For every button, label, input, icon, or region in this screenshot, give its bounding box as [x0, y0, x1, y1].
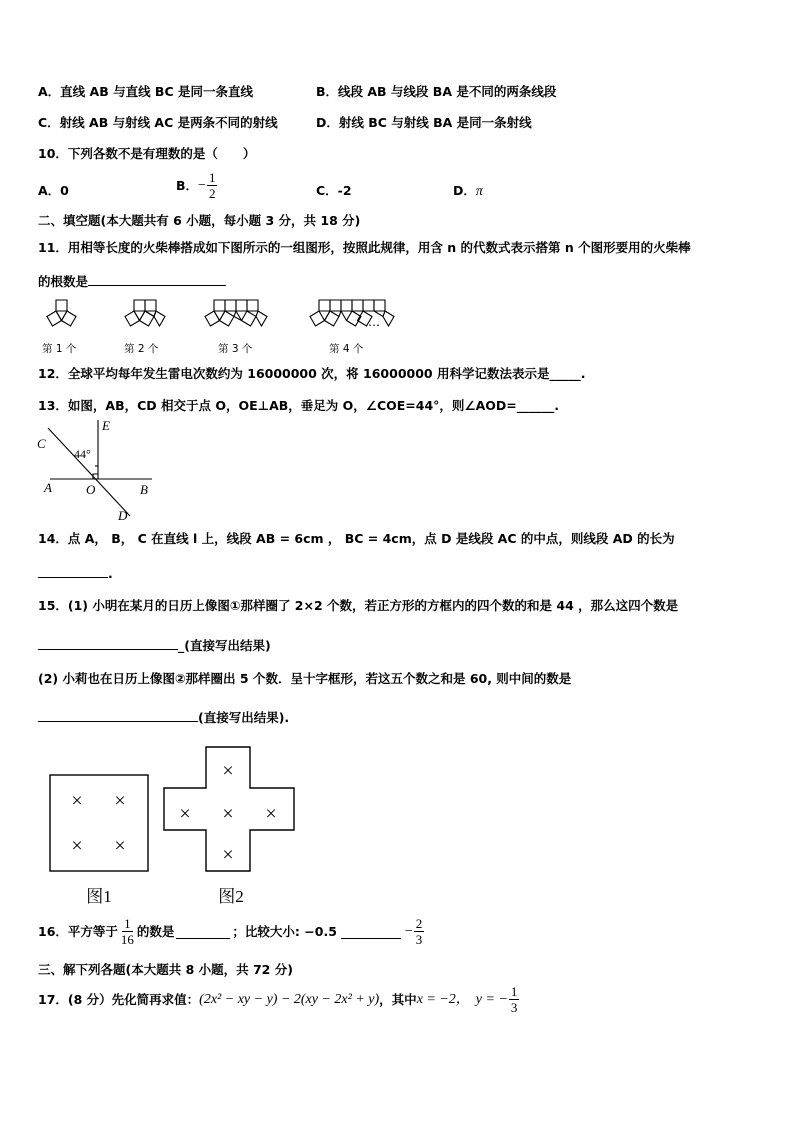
- q15-part1: 15．(1) 小明在某月的日历上像图①那样圈了 2×2 个数，若正方形的方框内的四个数的和是 44 ，那么这四个数是: [38, 598, 679, 613]
- label-o: O: [86, 482, 96, 497]
- square-frame: [50, 775, 148, 871]
- figure-3-label: 第 3 个: [218, 343, 253, 355]
- cross-mark: ×: [222, 844, 234, 866]
- q10-option-b: B． − $\frac{1}{2}$: [176, 170, 216, 201]
- cross-mark: ×: [71, 790, 83, 812]
- q13-stem: 13．如图，AB，CD 相交于点 O，OE⊥AB，垂足为 O，∠COE=44°，则∠AOD=______.: [38, 398, 560, 413]
- cross-mark: ×: [222, 760, 234, 782]
- q11-stem-2: 的根数是: [38, 272, 226, 290]
- cross-mark: ×: [71, 835, 83, 857]
- q15-part2-answer: (直接写出结果).: [38, 708, 289, 726]
- cross-mark: ×: [114, 835, 126, 857]
- label-d: D: [118, 508, 128, 523]
- figure-2: [125, 300, 165, 326]
- q9-option-a: A．直线 AB 与直线 BC 是同一条直线: [38, 84, 253, 99]
- label-a: A: [44, 480, 52, 495]
- cross-mark: ×: [179, 803, 191, 825]
- cross-mark: ×: [114, 790, 126, 812]
- q12-stem: 12．全球平均每年发生雷电次数约为 16000000 次，将 16000000 用科学记数法表示是_____.: [38, 366, 586, 381]
- fraction: $\frac{1}{16}$: [120, 916, 134, 947]
- fraction: $\frac{2}{3}$: [415, 916, 423, 947]
- figure-2-caption: 图2: [218, 887, 244, 906]
- q10-stem: 10．下列各数不是有理数的是（ ）: [38, 146, 256, 161]
- figure-1-caption: 图1: [86, 887, 112, 906]
- fraction: $\frac{1}{2}$: [208, 170, 216, 201]
- q9-option-d: D．射线 BC 与射线 BA 是同一条射线: [316, 115, 532, 130]
- figure-4-label: 第 4 个: [329, 343, 364, 355]
- q14-stem: 14．点 A， B， C 在直线 l 上，线段 AB = 6cm ， BC = 4cm，点 D 是线段 AC 的中点，则线段 AD 的长为: [38, 531, 675, 546]
- q16-stem: 16．平方等于 $\frac{1}{16}$ 的数是 ；比较大小: −0.5 − $\frac{2}{3}$: [38, 916, 423, 947]
- q10-option-c: C．-2: [316, 183, 352, 198]
- label-c: C: [37, 436, 46, 451]
- q11-stem: 11．用相等长度的火柴棒搭成如下图所示的一组图形，按照此规律，用含 n 的代数式表示搭第 n 个图形要用的火柴棒: [38, 240, 691, 255]
- calendar-figures: [44, 742, 304, 908]
- figure-1: [47, 300, 76, 326]
- angle-label: 44°: [74, 447, 91, 461]
- figure-ellipsis: …: [368, 315, 380, 329]
- q17-stem: 17．(8 分）先化简再求值： (2x² − xy − y) − 2(xy − 2x² + y) ，其中 x = −2， y = − $\frac{1}{3}$: [38, 984, 518, 1015]
- q9-option-b: B．线段 AB 与线段 BA 是不同的两条线段: [316, 84, 557, 99]
- cross-mark: ×: [222, 803, 234, 825]
- section-3-heading: 三、解下列各题(本大题共 8 小题，共 72 分): [38, 962, 293, 977]
- q9-option-c: C．射线 AB 与射线 AC 是两条不同的射线: [38, 115, 278, 130]
- figure-4: [310, 300, 394, 326]
- section-2-heading: 二、填空题(本大题共有 6 小题，每小题 3 分，共 18 分): [38, 213, 361, 228]
- figure-2-label: 第 2 个: [124, 343, 159, 355]
- figure-1-label: 第 1 个: [42, 343, 77, 355]
- label-e: E: [102, 418, 110, 433]
- q14-answer-line: .: [38, 564, 113, 582]
- q10-option-a: A．0: [38, 183, 69, 198]
- figure-3: [205, 300, 267, 326]
- q15-part2: (2) 小莉也在日历上像图②那样圈出 5 个数．呈十字框形，若这五个数之和是 60, 则中间的数是: [38, 671, 572, 686]
- fraction: $\frac{1}{3}$: [510, 984, 518, 1015]
- label-b: B: [140, 482, 148, 497]
- q15-part1-answer: _(直接写出结果): [38, 636, 271, 654]
- cross-mark: ×: [265, 803, 277, 825]
- q17-expression: (2x² − xy − y) − 2(xy − 2x² + y): [199, 991, 380, 1007]
- q10-option-d: D．π: [453, 183, 483, 199]
- q13-figure: [34, 416, 158, 524]
